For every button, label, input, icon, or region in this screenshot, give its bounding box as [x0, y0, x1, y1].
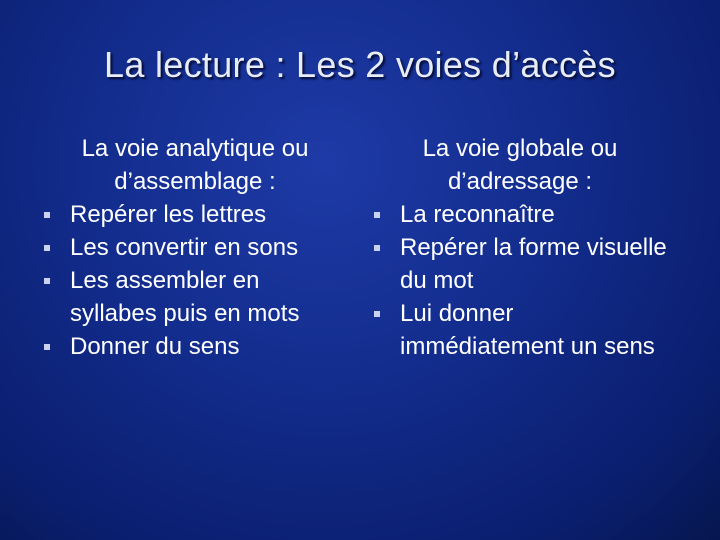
- list-item: [40, 330, 350, 363]
- square-bullet-icon: [44, 278, 50, 284]
- list-item-text: Repérer les lettres: [70, 201, 267, 228]
- slide-title: La lecture : Les 2 voies d’accès: [104, 44, 616, 85]
- list-item-text: Repérer la forme visuelle du mot: [400, 234, 667, 294]
- square-bullet-icon: [374, 311, 380, 317]
- list-item: [370, 231, 670, 297]
- list-item: [370, 198, 670, 231]
- list-item-text: Les assembler en syllabes puis en mots: [70, 267, 300, 327]
- list-item: [370, 297, 670, 363]
- left-column-heading: La voie analytique ou d’assemblage :: [81, 135, 309, 195]
- square-bullet-icon: [44, 344, 50, 350]
- list-item-text: Lui donner immédiatement un sens: [400, 300, 655, 360]
- list-item-text: Donner du sens: [70, 333, 240, 360]
- list-item-text: La reconnaître: [400, 201, 555, 228]
- left-column: [40, 132, 350, 363]
- list-item: [40, 264, 350, 330]
- right-column: [370, 132, 670, 363]
- right-column-heading: La voie globale ou d’adressage :: [422, 135, 618, 195]
- square-bullet-icon: [374, 245, 380, 251]
- square-bullet-icon: [44, 212, 50, 218]
- list-item: [40, 231, 350, 264]
- left-column-list: [40, 198, 350, 363]
- right-column-list: [370, 198, 670, 363]
- square-bullet-icon: [374, 212, 380, 218]
- square-bullet-icon: [44, 245, 50, 251]
- list-item-text: Les convertir en sons: [70, 234, 299, 261]
- list-item: [40, 198, 350, 231]
